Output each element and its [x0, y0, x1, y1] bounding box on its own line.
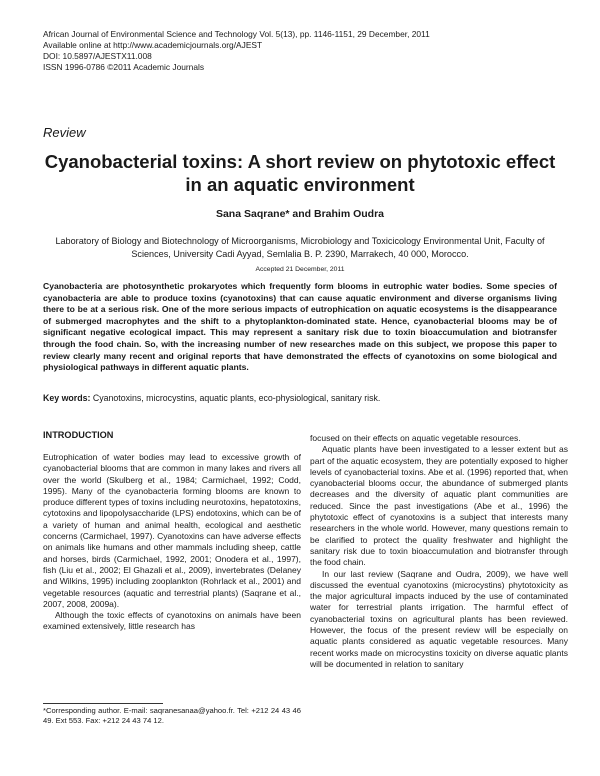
article-authors: Sana Saqrane* and Brahim Oudra: [215, 208, 385, 220]
footnote-rule: [43, 703, 163, 704]
paragraph: Eutrophication of water bodies may lead to excessive growth of cyanobacterial blooms that are common in many lakes and rivers all over the world (Skulberg et al., 1984; Carmichael, 1992; Codd, 1995). Many of the cyanobacteria forming blooms are known to produce different types of toxins including neurotoxins, hepatotoxins, cytotoxins and lipopolysaccharide (LPS) endotoxins, which can be of a variety of human and animal health, ecological and aesthetic concerns (Carmichael, 1997). Cyanotoxins can have adverse effects on animals like humans and other mammals including sheep, cattle and horses, birds (Carmichael, 1992, 2001; Onodera et al., 1997), fish (Liu et al., 2002; El Ghazali et al., 2009), invertebrates (Delaney and Wilkins, 1995) including zooplankton (Rohrlack et al., 2001) and vegetable resources (aquatic and terrestrial plants) (Saqrane et al., 2007, 2008, 2009a).: [43, 452, 301, 609]
article-title: Cyanobacterial toxins: A short review on phytotoxic effect in an aquatic environment: [44, 151, 556, 195]
paragraph: Although the toxic effects of cyanotoxins on animals have been examined extensively, little research has: [43, 610, 301, 632]
journal-url: Available online at http://www.academicjournals.org/AJEST: [43, 40, 263, 50]
keywords-list: Cyanotoxins, microcystins, aquatic plants, eco-physiological, sanitary risk.: [92, 393, 381, 403]
right-column: [310, 433, 568, 670]
left-column: [43, 452, 301, 633]
paragraph: focused on their effects on aquatic vegetable resources.: [310, 433, 521, 443]
accepted-date: Accepted 21 December, 2011: [255, 266, 345, 273]
journal-header: [43, 29, 430, 73]
journal-doi: DOI: 10.5897/AJESTX11.008: [43, 51, 152, 61]
journal-citation: African Journal of Environmental Science and Technology Vol. 5(13), pp. 1146-1151, 29 December, 2011: [43, 29, 430, 39]
keywords: [43, 393, 557, 403]
abstract: Cyanobacteria are photosynthetic prokaryotes which frequently form blooms in eutrophic water bodies. Some species of cyanobacteria are able to produce toxins (cyanotoxins) that can cause aquatic environment and diverse organisms living there to be at a serious risk. One of the more serious impacts of eutrophication on aquatic ecosystems is the disappearance of submerged macrophytes and the shift to a phytoplankton-dominated state. Hence, cyanobacterial blooms may be of significant negative ecological impact. This may represent a sanitary risk due to toxin bioaccumulation and biotransfer through the food chain. So, with the increasing number of new researches made on this subject, we propose this paper to review clearly many recent and original reports that have demonstrated the effects of cyanotoxins on some biological and physiological pathways in different aquatic plants.: [43, 281, 557, 373]
author-affiliation: Laboratory of Biology and Biotechnology of Microorganisms, Microbiology and Toxicicology Environmental Unit, Faculty of Sciences, University Cadi Ayyad, Semlalia B. P. 2390, Marrakech, 40 000, Morocco.: [55, 236, 545, 259]
keywords-label: Key words:: [43, 393, 91, 403]
article-type: Review: [43, 125, 86, 140]
corresponding-author-footnote: *Corresponding author. E-mail: saqranesanaa@yahoo.fr. Tel: +212 24 43 46 49. Ext 553. Fax: +212 24 43 74 12.: [43, 706, 301, 725]
paragraph: Aquatic plants have been investigated to a lesser extent but as part of the aquatic ecosystem, they are potentially exposed to higher levels of cyanobacterial toxins. Abe et al. (1996) reported that, when cyanobacterial blooms occur, the abundance of submerged plants decreases and the diversity of aquatic plant communities are reduced. Since the past investigations (Abe et al., 1996) the phytotoxic effect of cyanotoxins is a subject that interests many researchers in the whole world. However, many questions remain to be clarified to protect the quality freshwater and highlight the sanitary risk due to toxin bioaccumulation and biotransfer through the food chain.: [310, 444, 568, 568]
journal-issn: ISSN 1996-0786 ©2011 Academic Journals: [43, 62, 205, 72]
section-heading-introduction: INTRODUCTION: [43, 430, 114, 440]
paragraph: In our last review (Saqrane and Oudra, 2009), we have well discussed the eventual cyanotoxins (microcystins) phytotoxicity as the major agricultural impacts induced by the use of contaminated water for terrestrial plants irrigation. The harmful effect of cyanobacterial toxins on agricultural plants has been reviewed. However, the focus of the present review will be especially on aquatic plants considered as aquatic vegetable resources. Many recent works made on microcystins toxicity on diverse aquatic plants will be documented in relation to sanitary: [310, 568, 568, 669]
